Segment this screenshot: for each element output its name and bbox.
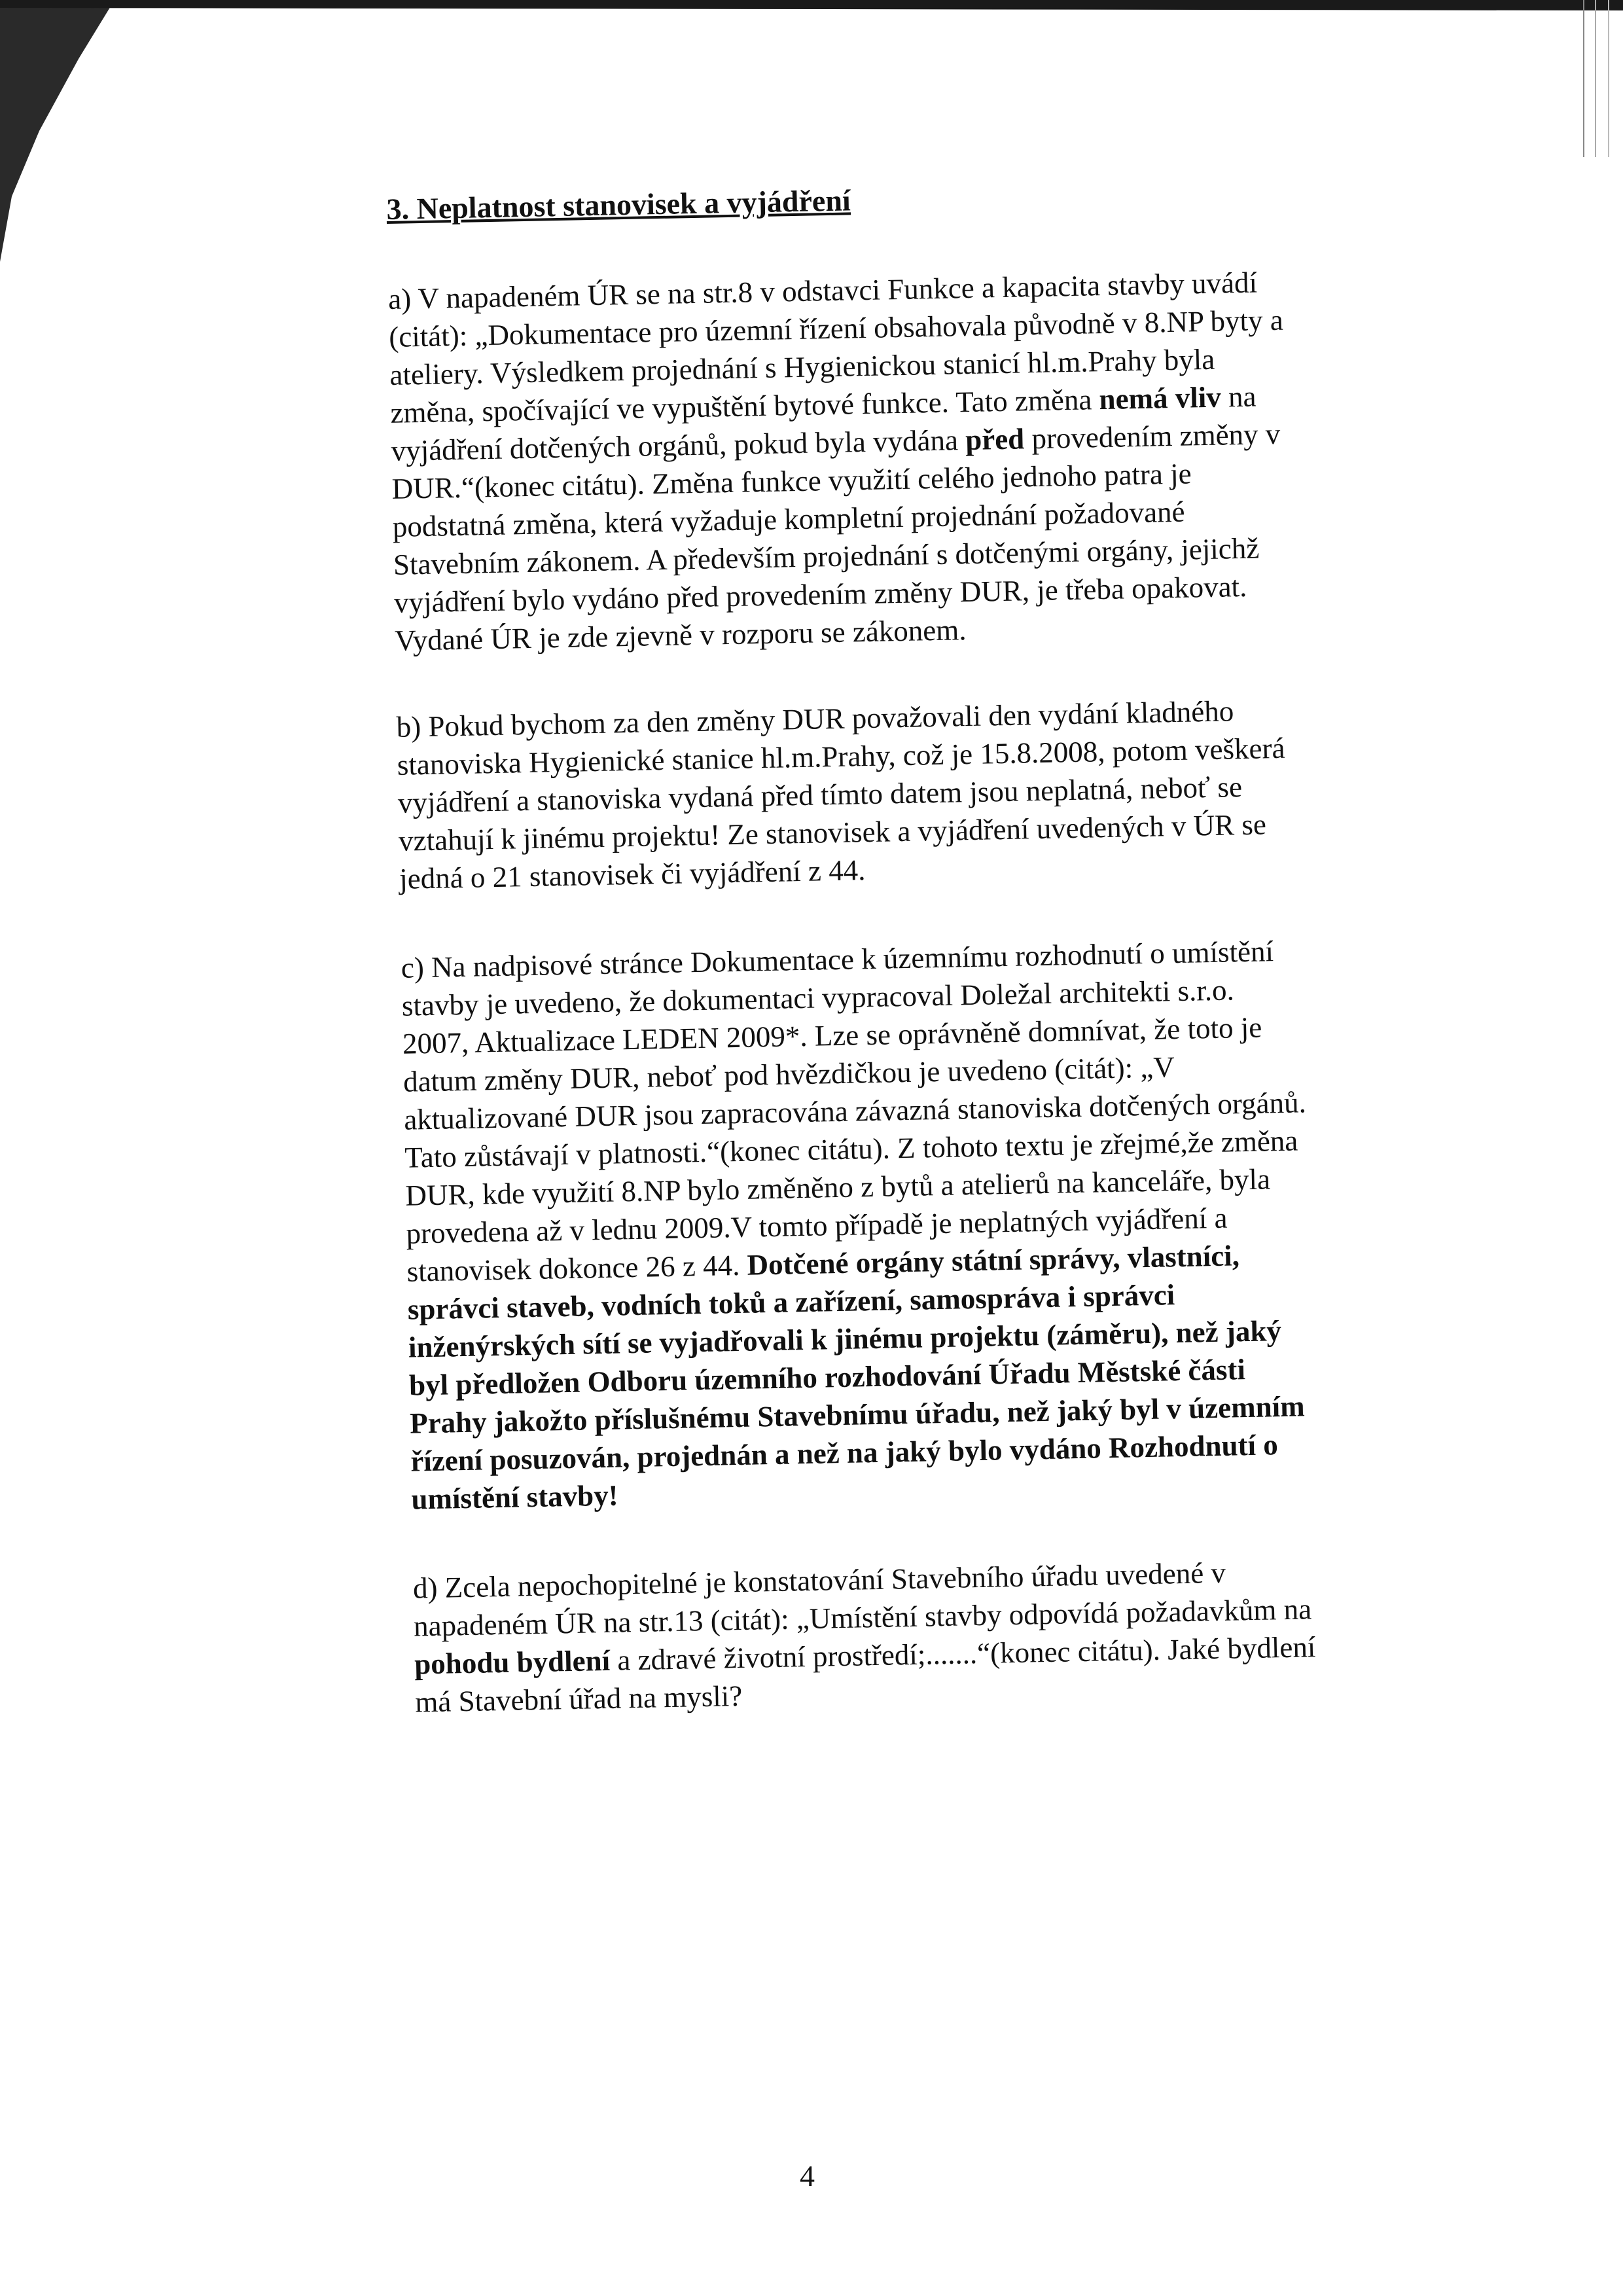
text-run: c) Na nadpisové stránce Dokumentace k územnímu rozhodnutí o umístění stavby je uvedeno, že dokumentaci vypracoval Doležal architekti s.r.o. 2007, Aktualizace LEDEN 2009*. Lze se oprávněně domnívat, že toto je datum změny DUR, neboť pod hvězdičkou je uvedeno (citát): „V aktualizované DUR jsou zapracována závazná stanoviska dotčených orgánů. Tato zůstávají v platnosti.“(konec citátu). Z tohoto textu je zřejmé,že změna DUR, kde využití 8.NP bylo změněno z bytů a atelierů na kanceláře, byla provedena až v lednu 2009.V tomto případě je neplatných vyjádření a stanovisek dokonce 26 z 44. [401, 935, 1307, 1288]
scan-right-edge [1577, 0, 1623, 157]
paragraph-d [412, 1552, 1318, 1721]
text-run: provedením změny v DUR.“(konec citátu). Změna funkce využití celého jednoho patra je podstatná změna, která vyžaduje kompletní projednání požadované Stavebním zákonem. A především projednání s dotčenými orgány, jejichž vyjádření bylo vydáno před provedením změny DUR, je třeba opakovat. Vydané ÚR je zde zjevně v rozporu se zákonem. [391, 417, 1281, 657]
bold-text-run: před [965, 422, 1025, 457]
section-heading: 3. Neplatnost stanovisek a vyjádření [386, 183, 851, 226]
bold-text-run: nemá vliv [1099, 380, 1222, 416]
document-body [386, 173, 1319, 1772]
bold-text-run: Dotčené orgány státní správy, vlastníci, správci staveb, vodních toků a zařízení, samospráva i správci inženýrských sítí se vyjadřovali k jinému projektu (záměru), než jaký byl předložen Odboru územního rozhodování Úřadu Městské části Prahy jakožto příslušnému Stavebnímu úřadu, než jaký byl v územním řízení posuzován, projednán a než na jaký bylo vydáno Rozhodnutí o umístění stavby! [407, 1239, 1306, 1516]
page-number: 4 [800, 2159, 815, 2193]
text-run: a) V napadeném ÚR se na str.8 v odstavci Funkce a kapacita stavby uvádí (citát): „Dokumentace pro územní řízení obsahovala původně v 8.NP byty a ateliery. Výsledkem projednání s Hygienickou stanicí hl.m.Prahy byla změna, spočívající ve vypuštění bytové funkce. Tato změna [387, 266, 1284, 429]
text-run: b) Pokud bychom za den změny DUR považovali den vydání kladného stanoviska Hygienické stanice hl.m.Prahy, což je 15.8.2008, potom veškerá vyjádření a stanoviska vydaná před tímto datem jsou neplatná, neboť se vztahují k jinému projektu! Ze stanovisek a vyjádření uvedených v ÚR se jedná o 21 stanovisek či vyjádření z 44. [396, 694, 1285, 895]
text-run: a zdravé životní prostředí;.......“(konec citátu). Jaké bydlení má Stavební úřad na mysli? [414, 1630, 1316, 1719]
text-run: na vyjádření dotčených orgánů, pokud byla vydána [391, 380, 1257, 467]
bold-text-run: pohodu bydlení [414, 1643, 611, 1681]
paragraph-a [388, 262, 1298, 659]
text-run: d) Zcela nepochopitelné je konstatování Stavebního úřadu uvedené v napadeném ÚR na str.13 (citát): „Umístění stavby odpovídá požadavkům na [412, 1556, 1312, 1643]
paragraph-b [396, 691, 1302, 897]
paragraph-c [401, 931, 1314, 1518]
